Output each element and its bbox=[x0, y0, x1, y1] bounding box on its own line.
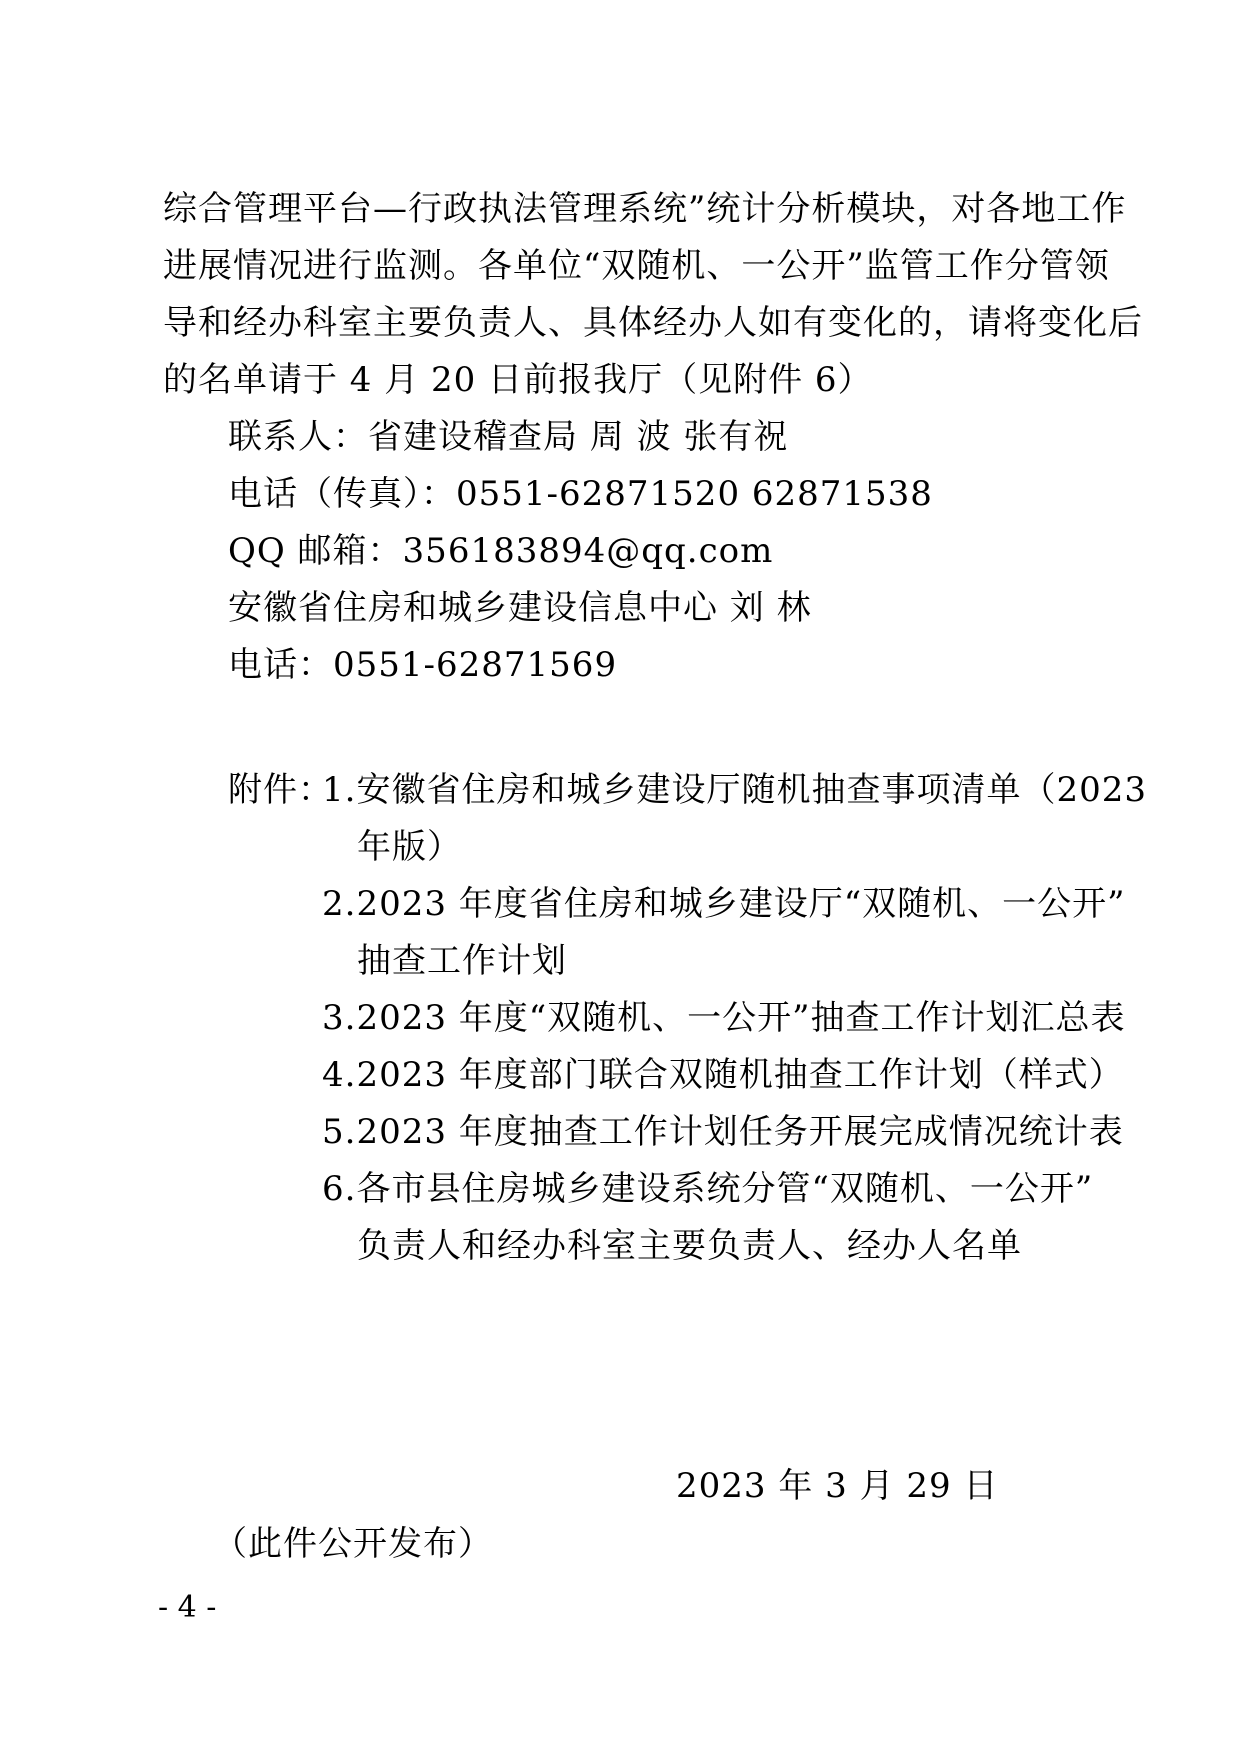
attachment-item-3: 3.2023 年度“双随机、一公开”抽查工作计划汇总表 bbox=[322, 998, 1126, 1038]
attachment-item-6: 6.各市县住房城乡建设系统分管“双随机、一公开” bbox=[322, 1169, 1094, 1209]
attachment-item-5: 5.2023 年度抽查工作计划任务开展完成情况统计表 bbox=[322, 1112, 1124, 1152]
body-line-2: 进展情况进行监测。各单位“双随机、一公开”监管工作分管领 bbox=[163, 246, 1110, 286]
contact-info-center: 安徽省住房和城乡建设信息中心 刘 林 bbox=[228, 588, 812, 628]
body-line-3: 导和经办科室主要负责人、具体经办人如有变化的，请将变化后 bbox=[163, 303, 1143, 343]
attachment-item-1: 1.安徽省住房和城乡建设厅随机抽查事项清单（2023 bbox=[322, 770, 1147, 810]
attachment-item-1-cont: 年版） bbox=[357, 827, 462, 867]
body-line-4: 的名单请于 4 月 20 日前报我厅（见附件 6） bbox=[163, 360, 873, 400]
release-note: （此件公开发布） bbox=[213, 1524, 493, 1564]
attachments-label: 附件： bbox=[228, 770, 333, 810]
body-line-1: 综合管理平台—行政执法管理系统”统计分析模块，对各地工作 bbox=[163, 189, 1127, 229]
attachment-item-2-cont: 抽查工作计划 bbox=[357, 941, 567, 981]
contact-info-center-phone: 电话：0551-62871569 bbox=[228, 645, 618, 685]
page-number: - 4 - bbox=[158, 1590, 217, 1625]
contact-phone-fax: 电话（传真）：0551-62871520 62871538 bbox=[228, 474, 933, 514]
attachment-item-2: 2.2023 年度省住房和城乡建设厅“双随机、一公开” bbox=[322, 884, 1126, 924]
contact-person: 联系人：省建设稽查局 周 波 张有祝 bbox=[228, 417, 789, 457]
attachment-item-4: 4.2023 年度部门联合双随机抽查工作计划（样式） bbox=[322, 1055, 1124, 1095]
contact-qq-email: QQ 邮箱：356183894@qq.com bbox=[228, 531, 774, 571]
document-date: 2023 年 3 月 29 日 bbox=[676, 1466, 999, 1506]
attachment-item-6-cont: 负责人和经办科室主要负责人、经办人名单 bbox=[357, 1226, 1022, 1266]
